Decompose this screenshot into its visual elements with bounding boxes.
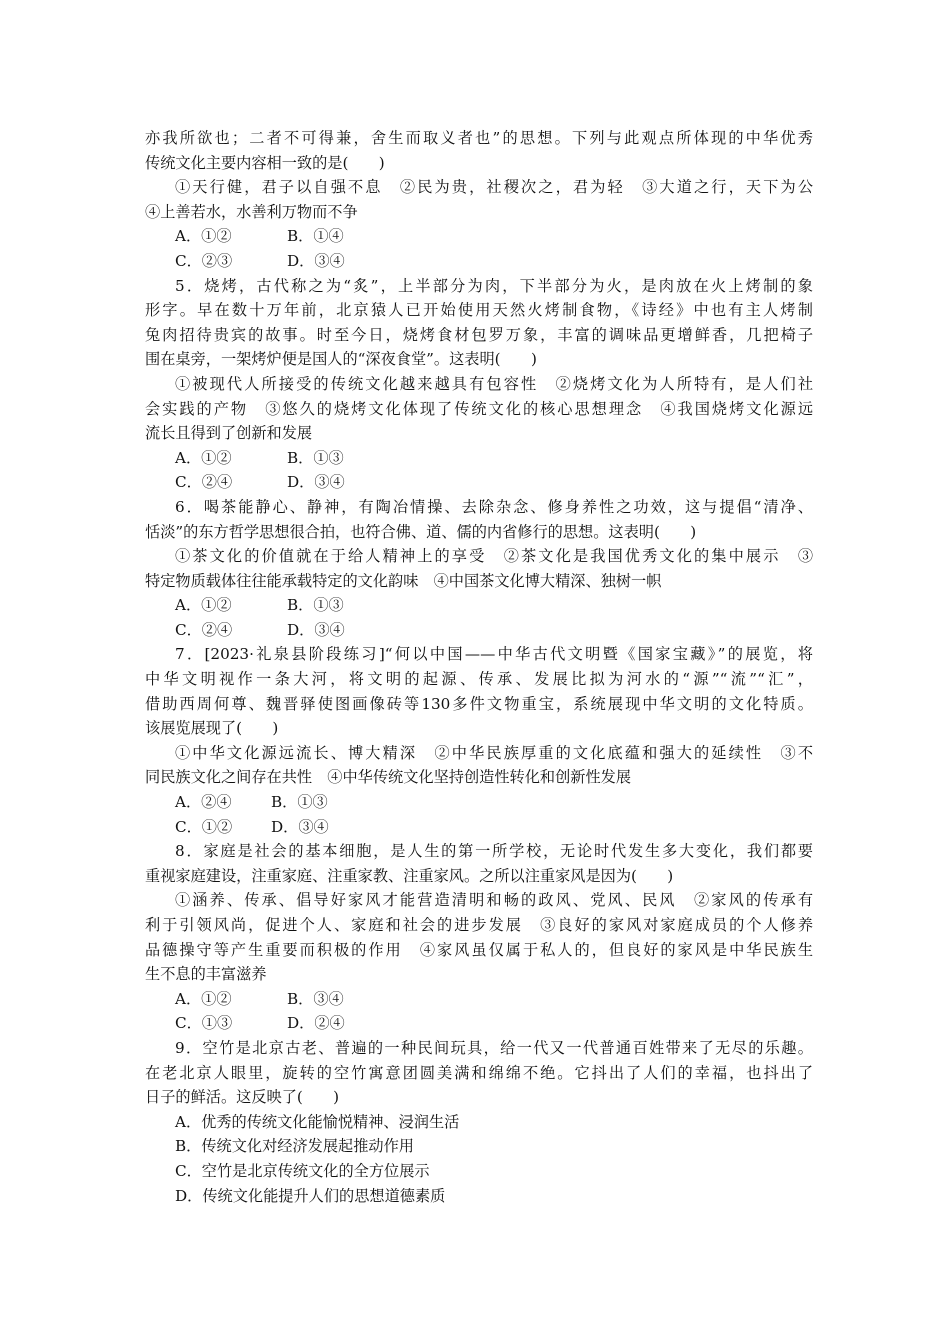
- option-c: C．①②: [175, 817, 233, 836]
- question-9-stem-line: 日子的鲜活。这反映了( ): [145, 1088, 340, 1107]
- question-4-stem-line: 传统文化主要内容相一致的是( ): [145, 153, 385, 172]
- option-a: A．①②: [175, 596, 232, 615]
- option-b: B．③④: [287, 989, 344, 1008]
- question-6-stem-line: 6．喝茶能静心、静神，有陶冶情操、去除杂念、修身养性之功效，这与提倡“清净、: [175, 497, 813, 516]
- question-7-stem-line: 借助西周何尊、魏晋驿使图画像砖等130多件文物重宝，系统展现中华文明的文化特质。: [145, 694, 813, 713]
- option-b: B．①③: [271, 793, 328, 812]
- question-7-options-row: [145, 790, 813, 815]
- question-5-stem-line: 形字。早在数十万年前，北京猿人已开始使用天然火烤制食物，《诗经》中也有主人烤制: [145, 301, 813, 320]
- option-b: B．①③: [287, 596, 344, 615]
- question-5-statement-line: ①被现代人所接受的传统文化越来越具有包容性 ②烧烤文化为人所特有，是人们社: [175, 374, 813, 393]
- question-9-stem-line: 在老北京人眼里，旋转的空竹寓意团圆美满和绵绵不绝。它抖出了人们的幸福，也抖出了: [145, 1063, 813, 1082]
- question-5-statement-line: 流长且得到了创新和发展: [145, 424, 313, 443]
- option-a: A．①②: [175, 227, 232, 246]
- option-b: B．传统文化对经济发展起推动作用: [175, 1137, 414, 1156]
- question-8-options-row: [145, 1011, 813, 1036]
- question-7-stem-line: 7．[2023·礼泉县阶段练习]“何以中国——中华古代文明暨《国家宝藏》”的展览，将: [175, 645, 813, 664]
- option-a: A．①②: [175, 989, 232, 1008]
- question-8-statement-line: 品德操守等产生重要而积极的作用 ④家风虽仅属于私人的，但良好的家风是中华民族生: [145, 940, 813, 959]
- question-7-options-row: [145, 815, 813, 840]
- question-4-statement-line: ④上善若水，水善利万物而不争: [145, 202, 358, 221]
- question-5-stem-line: 5．烧烤，古代称之为“炙”，上半部分为肉，下半部分为火，是肉放在火上烤制的象: [175, 276, 813, 295]
- option-c: C．①③: [175, 1014, 233, 1033]
- question-6-options-row: [145, 618, 813, 643]
- question-6-stem-line: 恬淡”的东方哲学思想很合拍，也符合佛、道、儒的内省修行的思想。这表明( ): [145, 522, 697, 541]
- question-7-stem-line: 该展览展现了( ): [145, 719, 279, 738]
- option-c: C．②④: [175, 473, 233, 492]
- question-5-stem-line: 围在桌旁，一架烤炉便是国人的“深夜食堂”。这表明( ): [145, 350, 537, 369]
- question-8: [145, 839, 813, 1036]
- question-7-statement-line: ①中华文化源远流长、博大精深 ②中华民族厚重的文化底蕴和强大的延续性 ③不: [175, 743, 813, 762]
- question-5-options-row: [145, 446, 813, 471]
- option-c: C．②④: [175, 620, 233, 639]
- option-d: D．②④: [287, 1014, 345, 1033]
- option-d: D．传统文化能提升人们的思想道德素质: [175, 1186, 446, 1205]
- question-8-options-row: [145, 987, 813, 1012]
- question-6: [145, 495, 813, 643]
- option-a: A．优秀的传统文化能愉悦精神、浸润生活: [175, 1112, 460, 1131]
- question-content: [145, 126, 813, 1208]
- question-8-stem-line: 8．家庭是社会的基本细胞，是人生的第一所学校，无论时代发生多大变化，我们都要: [175, 842, 813, 861]
- question-4: [145, 126, 813, 274]
- option-d: D．③④: [287, 251, 345, 270]
- option-b: B．①③: [287, 448, 344, 467]
- option-c: C．空竹是北京传统文化的全方位展示: [175, 1161, 430, 1180]
- option-d: D．③④: [287, 473, 345, 492]
- question-6-options-row: [145, 593, 813, 618]
- option-d: D．③④: [271, 817, 329, 836]
- option-b: B．①④: [287, 227, 344, 246]
- question-6-statement-line: 特定物质载体往往能承载特定的文化韵味 ④中国茶文化博大精深、独树一帜: [145, 571, 662, 590]
- question-7: [145, 642, 813, 839]
- question-7-statement-line: 同民族文化之间存在共性 ④中华传统文化坚持创造性转化和创新性发展: [145, 768, 631, 787]
- question-5-options-row: [145, 470, 813, 495]
- option-c: C．②③: [175, 251, 233, 270]
- option-a: A．②④: [175, 793, 232, 812]
- question-7-stem-line: 中华文明视作一条大河，将文明的起源、传承、发展比拟为河水的“源”“流”“汇”，: [145, 670, 813, 689]
- question-6-statement-line: ①茶文化的价值就在于给人精神上的享受 ②茶文化是我国优秀文化的集中展示 ③: [175, 547, 813, 566]
- question-8-statement-line: ①涵养、传承、倡导好家风才能营造清明和畅的政风、党风、民风 ②家风的传承有: [175, 891, 813, 910]
- question-9-stem-line: 9．空竹是北京古老、普遍的一种民间玩具，给一代又一代普通百姓带来了无尽的乐趣。: [175, 1038, 813, 1057]
- question-4-options-row: [145, 224, 813, 249]
- question-8-statement-line: 生不息的丰富滋养: [145, 965, 267, 984]
- question-8-statement-line: 利于引领风尚，促进个人、家庭和社会的进步发展 ③良好的家风对家庭成员的个人修养: [145, 916, 813, 934]
- question-4-statement-line: ①天行健，君子以自强不息 ②民为贵，社稷次之，君为轻 ③大道之行，天下为公: [175, 178, 813, 197]
- question-5-statement-line: 会实践的产物 ③悠久的烧烤文化体现了传统文化的核心思想理念 ④我国烧烤文化源远: [145, 399, 813, 418]
- question-4-stem-line: 亦我所欲也；二者不可得兼，舍生而取义者也”的思想。下列与此观点所体现的中华优秀: [145, 129, 813, 147]
- question-5: [145, 274, 813, 495]
- question-8-stem-line: 重视家庭建设，注重家庭、注重家教、注重家风。之所以注重家风是因为( ): [145, 866, 674, 885]
- option-a: A．①②: [175, 448, 232, 467]
- option-d: D．③④: [287, 620, 345, 639]
- question-4-options-row: [145, 249, 813, 274]
- question-5-stem-line: 兔肉招待贵宾的故事。时至今日，烧烤食材包罗万象，丰富的调味品更增鲜香，几把椅子: [145, 325, 813, 344]
- question-9: [145, 1036, 813, 1208]
